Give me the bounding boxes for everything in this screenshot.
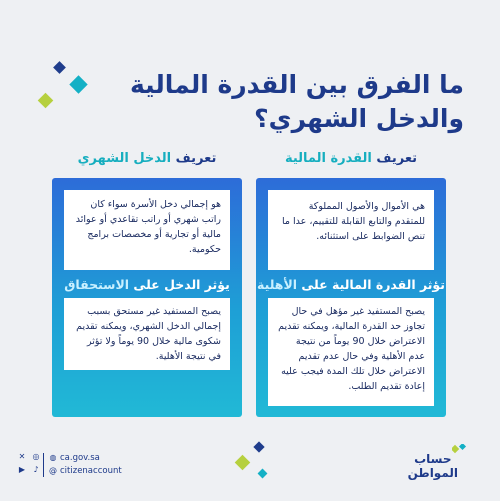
heading-accent: الدخل الشهري	[77, 151, 172, 166]
monthly-income-definition: هو إجمالي دخل الأسرة سواء كان راتب شهري أو راتب تقاعدي أو عوائد مالية أو تجارية أو مخصصات برامج حكومية.	[75, 199, 221, 255]
diamond-decoration	[38, 93, 54, 109]
sub-prefix: تؤثر القدرة المالية على	[297, 277, 445, 292]
diamond-decoration	[69, 75, 87, 93]
x-icon[interactable]: ✕	[18, 452, 26, 461]
instagram-icon[interactable]: ◎	[32, 452, 40, 461]
sub-prefix: يؤثر الدخل على	[129, 277, 230, 292]
website-link[interactable]: ca.gov.sa	[60, 453, 100, 463]
citizen-account-logo	[408, 452, 458, 480]
account-handle[interactable]: citizenaccount	[60, 466, 122, 476]
financial-capacity-impact-card	[268, 298, 434, 406]
financial-capacity-definition: هي الأموال والأصول المملوكة للمتقدم والتابع القابلة للتقييم، عدا ما تنص الضوابط على استثنائه.	[282, 201, 425, 242]
globe-icon: ◍	[49, 453, 57, 462]
heading-prefix: تعريف	[371, 151, 418, 166]
monthly-income-definition-card	[64, 190, 230, 270]
diamond-decoration	[53, 61, 66, 74]
financial-capacity-impact-heading	[256, 277, 446, 292]
monthly-income-column	[52, 178, 242, 417]
tiktok-icon[interactable]: ♪	[33, 465, 39, 474]
social-icons	[18, 453, 43, 461]
logo-text-line1: حساب	[414, 452, 452, 466]
financial-capacity-impact: يصبح المستفيد غير مؤهل في حال تجاوز حد القدرة المالية، ويمكنه تقديم الاعتراض خلال 90 يوماً من نتيجة عدم الأهلية وفي حال عدم تقديم الاعتراض خلال تلك المدة فيجب عليه إعادة تقديم الطلب.	[278, 306, 425, 392]
financial-capacity-column	[256, 178, 446, 417]
monthly-income-heading	[52, 151, 242, 166]
footer-divider	[43, 453, 44, 477]
social-icons-row2	[18, 466, 43, 474]
diamond-decoration	[253, 441, 264, 452]
handle-row[interactable]	[49, 466, 122, 476]
heading-accent: القدرة المالية	[284, 151, 372, 166]
financial-capacity-definition-card	[268, 190, 434, 270]
diamond-decoration	[235, 455, 251, 471]
logo-mark-icon	[452, 444, 472, 456]
sub-accent: الاستحقاق	[64, 277, 130, 292]
sub-accent: الأهلية	[257, 277, 298, 292]
page-title: ما الفرق بين القدرة المالية والدخل الشهري؟	[129, 70, 464, 133]
diamond-decoration	[258, 469, 268, 479]
financial-capacity-heading	[256, 151, 446, 166]
website-row[interactable]	[49, 453, 100, 463]
logo-text-line2: المواطن	[407, 466, 458, 480]
monthly-income-impact: يصبح المستفيد غير مستحق بسبب إجمالي الدخل الشهري، ويمكنه تقديم شكوى مالية خلال 90 يوماً ولا تؤثر في نتيجة الأهلية.	[76, 306, 221, 362]
monthly-income-impact-card	[64, 298, 230, 370]
heading-prefix: تعريف	[171, 151, 217, 166]
at-icon: @	[49, 466, 57, 475]
monthly-income-impact-heading	[52, 277, 242, 292]
youtube-icon[interactable]: ▶	[18, 465, 26, 474]
